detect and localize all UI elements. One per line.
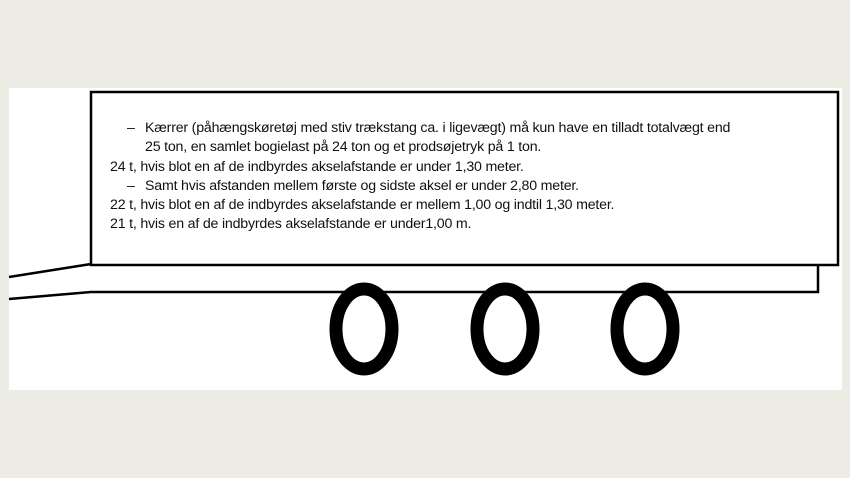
drawbar-upper-line	[9, 264, 91, 277]
rule-text: 25 ton, en samlet bogielast på 24 ton og et prodsøjetryk på 1 ton.	[145, 139, 542, 156]
rule-text: 21 t, hvis en af de indbyrdes akselafstande er under1,00 m.	[110, 216, 472, 233]
rule-line	[110, 119, 830, 138]
rule-text: 22 t, hvis blot en af de indbyrdes akselafstande er mellem 1,00 og indtil 1,30 meter.	[110, 197, 615, 214]
dash-bullet: –	[127, 177, 135, 194]
rule-line	[110, 177, 830, 196]
rule-line	[110, 158, 830, 177]
dash-bullet: –	[127, 120, 135, 136]
rule-line	[110, 196, 830, 215]
chassis-outline	[9, 265, 818, 299]
rule-text: Samt hvis afstanden mellem første og sidste aksel er under 2,80 meter.	[145, 177, 579, 194]
rule-line	[110, 215, 830, 234]
rule-text: 24 t, hvis blot en af de indbyrdes akselafstande er under 1,30 meter.	[110, 158, 524, 175]
wheel-icon	[617, 289, 673, 369]
rule-text: Kærrer (påhængskøretøj med stiv trækstang ca. i ligevægt) må kun have en tilladt totalvægt end	[145, 120, 731, 136]
rule-line	[110, 138, 830, 157]
weight-rules-text	[110, 119, 830, 235]
wheel-icon	[477, 289, 533, 369]
wheel-icon	[336, 289, 392, 369]
